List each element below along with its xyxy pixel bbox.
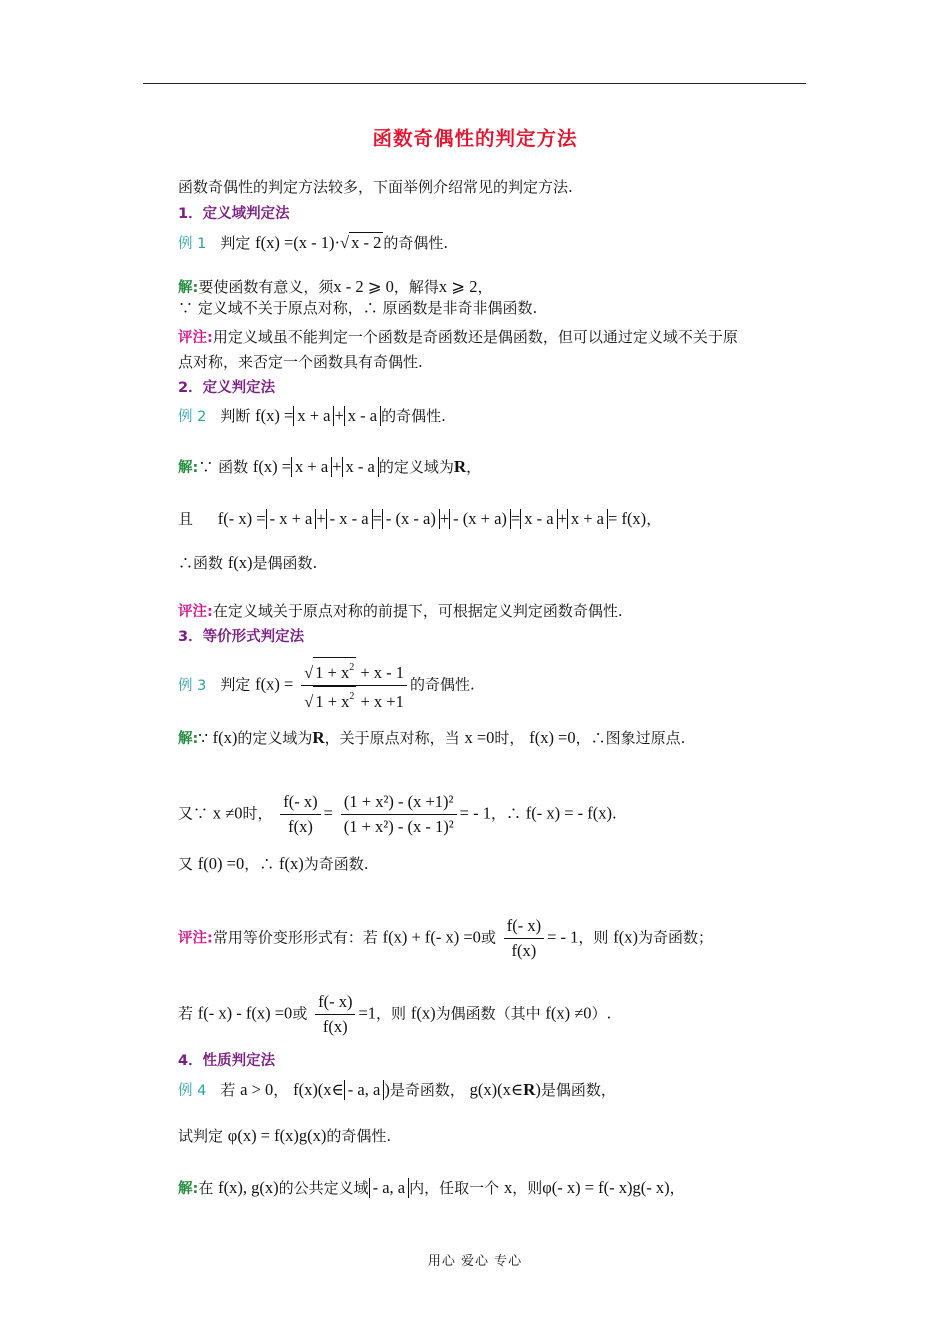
example-4-line-2 (178, 1126, 391, 1146)
sol2-e4: - (x + a) (449, 509, 511, 529)
sol4-inside: 内，任取一个 (409, 1179, 500, 1197)
section-2-title: 2．定义判定法 (178, 380, 276, 396)
sol3-text-a: 的定义域为 (237, 729, 313, 747)
solution-3-label: 解: (178, 731, 199, 747)
ex3-den-rest: + x +1 (360, 692, 404, 711)
note3-or: 或 (480, 928, 496, 947)
sol2-domain: 的定义域为 (378, 458, 454, 476)
sol2-therefore: ∴ (178, 554, 194, 572)
sol3-text-e: 图象过原点. (605, 729, 686, 747)
sol2-and: 且 (178, 510, 194, 528)
note1-text: 用定义域虽不能判定一个函数是奇函数还是偶函数，但可以通过定义域不关于原 (212, 328, 738, 346)
note3-fx2: f(x) (410, 1003, 436, 1023)
note-2-label: 评注: (178, 604, 213, 620)
ex2-function: f(x) = (255, 406, 294, 425)
solution-4-label: 解: (178, 1181, 199, 1197)
ex4-a0: a > 0 (240, 1080, 274, 1099)
ex2-post: 的奇偶性. (381, 407, 446, 425)
note3-cond1: f(x) + f(- x) =0 (382, 927, 481, 947)
solution-4-line-1 (178, 1178, 685, 1199)
ex1-pre: 判定 (220, 234, 251, 252)
note3-cond2: f(- x) - f(x) =0 (197, 1003, 293, 1023)
sol1-text-a: 要使函数有意义，须 (198, 278, 334, 296)
sol3-because: ∵ (198, 729, 208, 747)
ex2-abs1: x + a (293, 406, 334, 426)
note-1-line-1 (178, 327, 738, 348)
note3-then: ，则 (578, 928, 609, 947)
sol2-eq-1: = (372, 509, 382, 528)
ex2-pre: 判断 (220, 407, 251, 425)
section-4-title: 4．性质判定法 (178, 1053, 276, 1069)
example-1: 例 1 判定 f(x) =(x - 1)·√ x - 2 的奇偶性. (178, 233, 449, 252)
sol2-fx: f(x) (227, 553, 253, 572)
ex4-g: g(x)(x∈ (469, 1080, 524, 1099)
sol2-because: ∵ 函数 (198, 458, 249, 476)
ex1-post: 的奇偶性. (383, 234, 449, 252)
ex4-ruo: 若 (220, 1081, 236, 1099)
note3-frac-1 (504, 914, 544, 963)
header-rule (143, 83, 806, 84)
sol3-text-b: ，关于原点对称，当 (324, 729, 460, 747)
note-3-line-1 (178, 914, 713, 963)
ex1-function: f(x) =(x - 1) (255, 233, 335, 252)
section-heading-2 (178, 377, 275, 398)
sol3-big-den: (1 + x²) - (x - 1)² (343, 817, 454, 836)
note-2 (178, 601, 623, 622)
section-heading-4 (178, 1050, 275, 1071)
sol2-e3: - (x - a) (382, 509, 440, 529)
ex4-c1: ， (273, 1081, 289, 1099)
sol2-function: f(x) = (252, 457, 292, 476)
sol1-text-c: ， (477, 278, 493, 296)
solution-1-line-1 (178, 277, 493, 298)
sol3-when: 时， (242, 804, 273, 823)
sol2-abs1: x + a (291, 457, 332, 477)
intro-paragraph: 函数奇偶性的判定方法较多，下面举例介绍常见的判定方法. (178, 178, 573, 196)
note-1-line-2: 点对称，来否定一个函数具有奇偶性. (178, 353, 423, 371)
solution-2-line-2: 且 f(- x) = - x + a + - x - a = - (x - a) + - (x + a) = x - a + x + a = f(x)， (178, 509, 662, 528)
section-3-title: 3．等价形式判定法 (178, 629, 305, 645)
example-3-label: 例 3 (178, 677, 207, 694)
sol4-then: ，则 (512, 1179, 543, 1197)
ex4-fclose: ) (384, 1080, 390, 1099)
sol3-dot: . (612, 804, 617, 823)
sol2-end-comma: ， (646, 510, 662, 528)
sol3-again2: 又 (178, 855, 194, 873)
note3-frac2-num: f(- x) (315, 990, 355, 1015)
section-1-title: 1．定义域判定法 (178, 206, 290, 222)
sol3-frac-num: f(- x) (280, 790, 320, 815)
ex4-post: 的奇偶性. (326, 1127, 392, 1145)
sol3-conclusion: f(- x) = - f(x) (525, 803, 613, 823)
page-footer: 用心 爱心 专心 (427, 1254, 523, 1269)
ex4-try: 试判定 (178, 1127, 224, 1145)
sol4-x: x (503, 1178, 513, 1197)
solution-3-line-2 (178, 790, 617, 839)
ex3-num-root: 1 + x (315, 663, 350, 682)
sol2-eq-rhs: = f(x) (608, 509, 647, 528)
note3-text-a: 常用等价变形形式有：若 (212, 928, 378, 947)
section-heading-3 (178, 626, 304, 647)
sol2-e5: x - a (520, 509, 557, 529)
solution-2-label: 解: (178, 460, 199, 476)
sol2-e6: x + a (567, 509, 608, 529)
ex3-post: 的奇偶性. (410, 675, 475, 694)
note3-if2: 若 (178, 1004, 194, 1023)
sol4-interval: - a, a (369, 1178, 410, 1198)
example-2-label: 例 2 (178, 409, 207, 425)
sol2-abs2: x - a (342, 457, 379, 477)
section-heading-1 (178, 203, 290, 224)
note2-text: 在定义域关于原点对称的前提下，可根据定义判定函数奇偶性. (212, 602, 623, 620)
ex3-den-root: 1 + x (315, 692, 350, 711)
sol2-comma: ， (466, 458, 482, 476)
sol1-text-b: ，解得 (393, 278, 439, 296)
note-3-line-2 (178, 990, 611, 1039)
note3-frac2-den: f(x) (322, 1017, 348, 1036)
ex3-den-sq: 2 (349, 691, 355, 702)
ex4-f: f(x)(x∈ (293, 1080, 344, 1099)
note3-or2: 或 (292, 1004, 308, 1023)
sol3-frac-2 (341, 790, 457, 839)
note-1-label: 评注: (178, 330, 213, 346)
solution-1-label: 解: (178, 280, 199, 296)
solution-3-line-1 (178, 728, 685, 749)
sol3-xne0: x ≠0 (212, 803, 243, 823)
sol1-cond1: x - 2 ⩾ 0 (333, 277, 394, 296)
ex4-odd: 是奇函数， (389, 1081, 465, 1099)
ex4-interval: - a, a (344, 1080, 385, 1100)
ex2-abs2: x - a (344, 406, 381, 426)
example-3 (178, 657, 475, 714)
sol2-is-even: 是偶函数. (252, 554, 318, 572)
example-1-label: 例 1 (178, 236, 207, 252)
sol4-phi: φ(- x) = f(- x)g(- x) (542, 1178, 670, 1197)
note3-ne0: f(x) ≠0 (545, 1003, 592, 1023)
sol3-th2: ，∴ (244, 855, 275, 873)
sol3-x0: x =0 (464, 728, 495, 747)
note-3-label: 评注: (178, 930, 213, 947)
sol2-e1: - x + a (266, 509, 317, 529)
sol2-e2: - x - a (326, 509, 373, 529)
sol3-fx2: f(x) (279, 854, 304, 873)
note3-eq1: = - 1 (547, 927, 579, 947)
sol3-frac-1 (280, 790, 320, 839)
sol2-eq-lhs: f(- x) = (217, 509, 266, 528)
sol3-text-d: ，∴ (575, 729, 606, 747)
solution-2-line-1 (178, 457, 481, 478)
sol4-in: 在 (198, 1179, 214, 1197)
sol3-therefore: ，∴ (490, 804, 521, 823)
sol4-fg: f(x), g(x) (218, 1178, 279, 1197)
note3-odd: 为奇函数； (637, 928, 713, 947)
sol3-again: 又∵ (178, 804, 209, 823)
ex1-root: x - 2 (351, 233, 382, 252)
sol4-comma: ， (669, 1179, 685, 1197)
note3-frac-2 (315, 990, 355, 1039)
ex3-num-sq: 2 (349, 662, 355, 673)
ex4-R: R (523, 1080, 536, 1099)
note3-eq2: =1 (358, 1003, 377, 1023)
note3-fx: f(x) (613, 927, 638, 947)
sol4-common: 的公共定义域 (278, 1179, 369, 1197)
solution-2-line-3 (178, 553, 317, 573)
sol2-eq-2: = (510, 509, 521, 528)
ex4-phi: φ(x) = f(x)g(x) (227, 1126, 327, 1145)
example-4-label: 例 4 (178, 1083, 207, 1099)
note3-close: ）. (591, 1004, 612, 1023)
sol2-func: 函数 (193, 554, 224, 572)
sol3-f0: f(x) =0 (529, 728, 576, 747)
note3-then2: ，则 (376, 1004, 407, 1023)
sol3-frac-den: f(x) (288, 817, 313, 836)
note3-frac-den: f(x) (511, 941, 537, 960)
ex3-function: f(x) = (255, 674, 294, 694)
ex3-fraction: $\frac{√ 1 + x^2 + x - 1}{√ 1 + x^2 + x +1}$ (301, 657, 407, 714)
example-2 (178, 406, 446, 427)
sol1-cond2: x ⩾ 2 (438, 277, 478, 296)
sol3-text-c: 时， (494, 729, 525, 747)
sol2-R: R (453, 457, 467, 476)
sol3-fx: f(x) (212, 728, 238, 747)
sol3-odd: 为奇函数. (303, 855, 369, 873)
sol3-big-num: (1 + x²) - (x +1)² (341, 790, 457, 815)
example-4-line-1 (178, 1080, 616, 1101)
sol3-res: = - 1 (459, 803, 491, 823)
ex3-pre: 判定 (220, 675, 251, 694)
sol3-eq: = (323, 803, 333, 823)
solution-3-line-3 (178, 854, 369, 874)
page-title: 函数奇偶性的判定方法 (372, 127, 578, 150)
sol3-R: R (312, 728, 325, 747)
sol3-f00: f(0) =0 (197, 854, 245, 873)
ex4-even: 是偶函数， (540, 1081, 616, 1099)
ex4-gclose: ) (535, 1080, 541, 1099)
solution-1-line-2: ∵ 定义域不关于原点对称，∴ 原函数是非奇非偶函数. (178, 299, 538, 317)
ex3-num-rest: + x - 1 (360, 663, 405, 682)
note3-even: 为偶函数（其中 (435, 1004, 541, 1023)
ex2-plus: + (334, 406, 344, 425)
note3-frac-num: f(- x) (504, 914, 544, 939)
sol2-plus: + (332, 457, 342, 476)
